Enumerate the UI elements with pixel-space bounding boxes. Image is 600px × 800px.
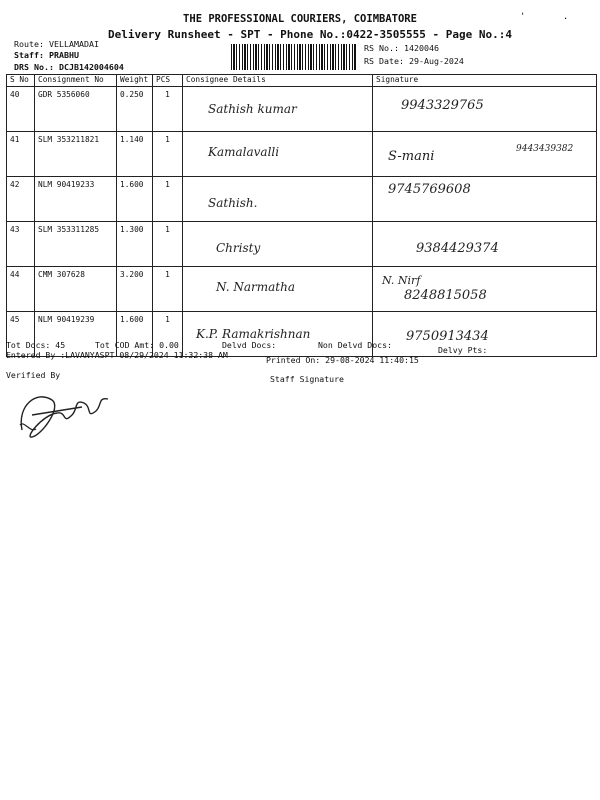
non-delvd-docs: Non Delvd Docs: — [318, 340, 392, 350]
col-consignee: Consignee Details — [183, 75, 373, 87]
cell-weight: 1.600 — [117, 312, 153, 357]
rs-no-line: RS No.: 1420046 — [364, 43, 439, 53]
entered-by: Entered By :LAVANYASPT 08/29/2024 11:32:38 AM — [6, 350, 228, 360]
verifier-signature — [12, 385, 122, 445]
cell-sno: 41 — [7, 132, 35, 177]
signature-phone: 9443439382 — [516, 144, 574, 154]
signature-handwriting: 9943329765 — [401, 98, 484, 113]
rs-date-value: 29-Aug-2024 — [408, 56, 464, 66]
cell-signature — [373, 87, 597, 132]
cell-consignment: NLM 90419233 — [35, 177, 117, 222]
drs-value: DCJB142004604 — [58, 62, 124, 72]
corner-marks: ' . — [520, 12, 585, 22]
cell-consignee — [183, 177, 373, 222]
cell-consignment: SLM 353311285 — [35, 222, 117, 267]
cell-signature — [373, 267, 597, 312]
consignee-handwriting: Sathish. — [208, 196, 258, 210]
staff-signature-label: Staff Signature — [270, 374, 344, 384]
consignee-handwriting: N. Narmatha — [216, 280, 295, 294]
table-header — [7, 75, 597, 87]
rs-no-value: 1420046 — [403, 43, 439, 53]
runsheet-subtitle: Delivery Runsheet - SPT - Phone No.:0422-3505555 - Page No.:4 — [108, 28, 512, 41]
cell-sno: 44 — [7, 267, 35, 312]
signature-handwriting: 9745769608 — [388, 182, 471, 197]
signature-handwriting: 9384429374 — [416, 241, 499, 256]
col-signature: Signature — [373, 75, 597, 87]
consignee-handwriting: Kamalavalli — [208, 145, 280, 159]
table-row — [7, 177, 597, 222]
cell-pcs: 1 — [153, 267, 183, 312]
cell-weight: 1.140 — [117, 132, 153, 177]
cell-weight: 3.200 — [117, 267, 153, 312]
cell-signature — [373, 177, 597, 222]
cell-sno: 45 — [7, 312, 35, 357]
cell-sno: 43 — [7, 222, 35, 267]
printed-on: Printed On: 29-08-2024 11:40:15 — [266, 355, 419, 365]
rs-date-line: RS Date: 29-Aug-2024 — [364, 56, 464, 66]
cell-pcs: 1 — [153, 177, 183, 222]
table-row — [7, 222, 597, 267]
cell-pcs: 1 — [153, 312, 183, 357]
delivery-table — [6, 74, 597, 357]
barcode-image — [231, 44, 357, 70]
company-title: THE PROFESSIONAL COURIERS, COIMBATORE — [183, 13, 417, 25]
cell-signature — [373, 132, 597, 177]
cell-consignment: CMM 307628 — [35, 267, 117, 312]
signature-handwriting: 9750913434 — [406, 329, 489, 344]
consignee-handwriting: K.P. Ramakrishnan — [196, 327, 311, 341]
table-row — [7, 132, 597, 177]
route-value: VELLAMADAI — [48, 39, 99, 49]
cell-sno: 42 — [7, 177, 35, 222]
cell-consignee — [183, 87, 373, 132]
delvy-pts: Delvy Pts: — [438, 345, 488, 355]
verified-by-label: Verified By — [6, 370, 61, 380]
col-sno: S No — [7, 75, 35, 87]
cell-pcs: 1 — [153, 87, 183, 132]
cell-weight: 1.300 — [117, 222, 153, 267]
col-consignment: Consignment No — [35, 75, 117, 87]
cell-consignee — [183, 267, 373, 312]
cell-pcs: 1 — [153, 132, 183, 177]
cell-consignee — [183, 222, 373, 267]
cell-consignee — [183, 132, 373, 177]
delvd-docs: Delvd Docs: — [222, 340, 277, 350]
signature-phone: 8248815058 — [404, 288, 487, 303]
cell-weight: 0.250 — [117, 87, 153, 132]
drs-line: DRS No.: DCJB142004604 — [14, 62, 124, 72]
cell-consignment: SLM 353211821 — [35, 132, 117, 177]
tot-cod: Tot COD Amt: 0.00 — [95, 340, 179, 350]
table-row — [7, 267, 597, 312]
staff-line: Staff: PRABHU — [14, 50, 79, 60]
staff-value: PRABHU — [48, 50, 79, 60]
cell-sno: 40 — [7, 87, 35, 132]
cell-weight: 1.600 — [117, 177, 153, 222]
cell-signature — [373, 222, 597, 267]
signature-handwriting: S-mani — [388, 149, 435, 164]
route-line: Route: VELLAMADAI — [14, 39, 99, 49]
consignee-handwriting: Sathish kumar — [208, 102, 297, 116]
cell-pcs: 1 — [153, 222, 183, 267]
col-weight: Weight — [117, 75, 153, 87]
consignee-handwriting: Christy — [216, 241, 261, 255]
table-row — [7, 87, 597, 132]
tot-docs: Tot Docs: 45 — [6, 340, 66, 350]
cell-consignment: NLM 90419239 — [35, 312, 117, 357]
signature-handwriting: N. Nirf — [382, 274, 421, 287]
cell-consignment: GDR 5356060 — [35, 87, 117, 132]
col-pcs: PCS — [153, 75, 183, 87]
